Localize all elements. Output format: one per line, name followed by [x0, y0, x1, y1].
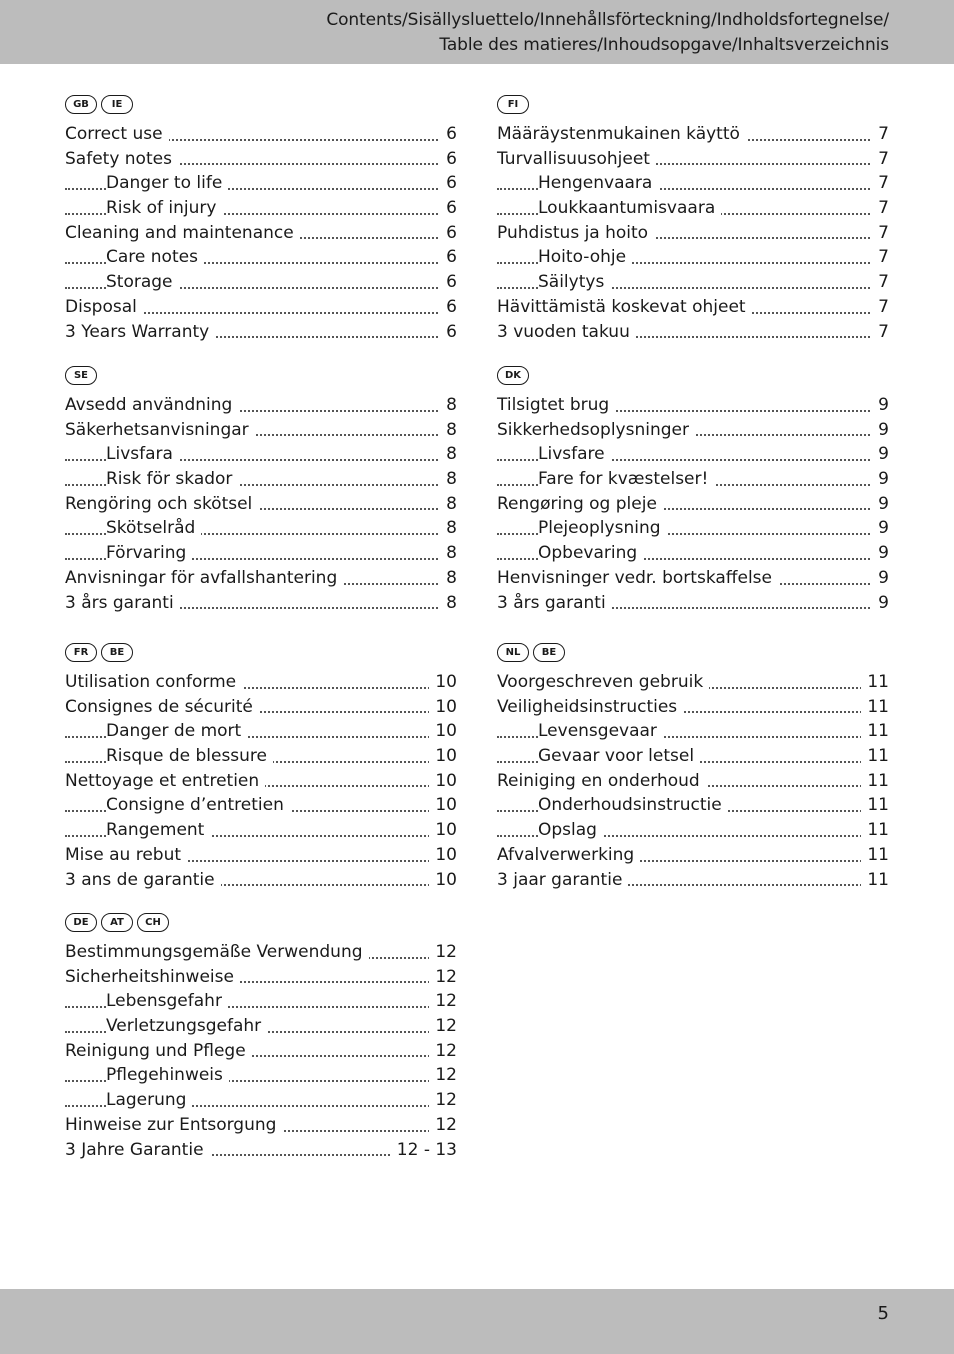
toc-entry-page: 7	[872, 221, 889, 246]
toc-entry[interactable]	[497, 295, 889, 320]
toc-subentry[interactable]	[65, 442, 457, 467]
country-code-badge: NL	[497, 643, 529, 662]
toc-entry-title: Henvisninger vedr. bortskaffelse	[497, 566, 778, 591]
toc-entry-page: 10	[429, 769, 457, 794]
toc-entry-page: 11	[861, 695, 889, 720]
toc-entry-title: Lagerung	[106, 1088, 192, 1113]
toc-entry-title: Loukkaantumisvaara	[538, 196, 721, 221]
toc-entry-page: 9	[872, 467, 889, 492]
country-code-badge: SE	[65, 366, 97, 385]
toc-entry-title: Safety notes	[65, 147, 178, 172]
toc-entry[interactable]	[497, 221, 889, 246]
toc-entry-page: 12	[429, 1014, 457, 1039]
toc-entry-page: 6	[440, 320, 457, 345]
toc-entry[interactable]	[65, 393, 457, 418]
toc-entry-title: Gevaar voor letsel	[538, 744, 700, 769]
toc-entry-title: Lebensgefahr	[106, 989, 228, 1014]
toc-entry-page: 7	[872, 171, 889, 196]
toc-entry-title: Risk of injury	[106, 196, 222, 221]
toc-entry-title: Veiligheidsinstructies	[497, 695, 683, 720]
toc-entry-title: Turvallisuusohjeet	[497, 147, 656, 172]
toc-entry[interactable]	[497, 843, 889, 868]
toc-entry-title: Sikkerhedsoplysninger	[497, 418, 695, 443]
toc-section	[65, 643, 457, 892]
toc-entry[interactable]	[65, 670, 457, 695]
toc-entry-page: 7	[872, 245, 889, 270]
toc-entry[interactable]	[497, 393, 889, 418]
toc-entry-title: Sicherheitshinweise	[65, 965, 240, 990]
toc-entry-page: 10	[429, 843, 457, 868]
country-badges	[65, 643, 457, 665]
toc-subentry[interactable]	[65, 467, 457, 492]
country-badges	[497, 366, 889, 388]
toc-entry-title: Correct use	[65, 122, 169, 147]
toc-section	[497, 643, 889, 892]
toc-subentry[interactable]	[497, 196, 889, 221]
toc-subentry[interactable]	[497, 467, 889, 492]
toc-entry-page: 6	[440, 295, 457, 320]
toc-entry-page: 7	[872, 196, 889, 221]
toc-entry-page: 11	[861, 818, 889, 843]
toc-entry[interactable]	[65, 122, 457, 147]
toc-entry[interactable]	[65, 843, 457, 868]
toc-entry-title: Opslag	[538, 818, 603, 843]
toc-entry-page: 9	[872, 393, 889, 418]
toc-entry[interactable]	[497, 591, 889, 616]
toc-entry[interactable]	[497, 320, 889, 345]
toc-entry-title: Voorgeschreven gebruik	[497, 670, 709, 695]
toc-entry-page: 8	[440, 566, 457, 591]
toc-entry-page: 7	[872, 270, 889, 295]
page-footer	[0, 1289, 954, 1354]
toc-entry-page: 9	[872, 442, 889, 467]
toc-entry-page: 7	[872, 147, 889, 172]
toc-entry-title: Anvisningar för avfallshantering	[65, 566, 343, 591]
toc-entry-page: 10	[429, 793, 457, 818]
toc-subentry[interactable]	[497, 818, 889, 843]
toc-entry-page: 8	[440, 516, 457, 541]
toc-entry-page: 11	[861, 793, 889, 818]
toc-entry[interactable]	[65, 1113, 457, 1138]
toc-section	[65, 95, 457, 344]
toc-entry-page: 10	[429, 719, 457, 744]
toc-entry-title: Säilytys	[538, 270, 610, 295]
page-header	[0, 0, 954, 64]
toc-subentry[interactable]	[65, 196, 457, 221]
toc-entry[interactable]	[497, 695, 889, 720]
toc-entry-page: 11	[861, 670, 889, 695]
toc-entry-page: 12	[429, 1039, 457, 1064]
country-badges	[497, 643, 889, 665]
toc-entry-title: Consignes de sécurité	[65, 695, 259, 720]
toc-entry-page: 11	[861, 744, 889, 769]
toc-subentry[interactable]	[65, 516, 457, 541]
country-code-badge: AT	[101, 913, 133, 932]
header-title-line-2: Table des matieres/Inhoudsopgave/Inhaltsverzeichnis	[439, 35, 889, 55]
toc-entry-page: 8	[440, 393, 457, 418]
toc-section	[497, 95, 889, 344]
country-code-badge: FI	[497, 95, 529, 114]
toc-entry-page: 9	[872, 418, 889, 443]
toc-entry-title: Nettoyage et entretien	[65, 769, 265, 794]
toc-subentry[interactable]	[497, 270, 889, 295]
toc-entry-title: Reinigung und Pflege	[65, 1039, 252, 1064]
toc-entry-title: Storage	[106, 270, 179, 295]
toc-entry-page: 12	[429, 1113, 457, 1138]
country-badges	[65, 95, 457, 117]
toc-entry-title: Care notes	[106, 245, 204, 270]
toc-entry-title: Reiniging en onderhoud	[497, 769, 706, 794]
toc-entry[interactable]	[65, 147, 457, 172]
toc-entry-title: Hengenvaara	[538, 171, 658, 196]
toc-entry[interactable]	[65, 418, 457, 443]
toc-entry[interactable]	[65, 1138, 457, 1163]
toc-entry-title: Afvalverwerking	[497, 843, 640, 868]
country-code-badge: BE	[101, 643, 133, 662]
toc-entry-page: 11	[861, 769, 889, 794]
toc-entry[interactable]	[497, 492, 889, 517]
toc-entry-title: Hinweise zur Entsorgung	[65, 1113, 282, 1138]
toc-entry[interactable]	[65, 320, 457, 345]
toc-entry-page: 12	[429, 1063, 457, 1088]
toc-entry-page: 9	[872, 566, 889, 591]
toc-entry-page: 9	[872, 492, 889, 517]
toc-entry[interactable]	[497, 418, 889, 443]
toc-entry-page: 6	[440, 221, 457, 246]
toc-entry-page: 11	[861, 843, 889, 868]
country-code-badge: FR	[65, 643, 97, 662]
toc-entry[interactable]	[65, 1039, 457, 1064]
toc-entry-title: Rengøring og pleje	[497, 492, 663, 517]
toc-entry-title: Tilsigtet brug	[497, 393, 615, 418]
toc-entry-page: 10	[429, 670, 457, 695]
toc-entry[interactable]	[65, 566, 457, 591]
toc-entry-page: 7	[872, 122, 889, 147]
country-code-badge: DK	[497, 366, 529, 385]
toc-entry-title: Plejeoplysning	[538, 516, 667, 541]
toc-entry[interactable]	[65, 695, 457, 720]
toc-entry-page: 7	[872, 295, 889, 320]
toc-subentry[interactable]	[65, 989, 457, 1014]
page-number: 5	[877, 1303, 889, 1324]
toc-entry-title: Risque de blessure	[106, 744, 273, 769]
toc-entry-title: Rangement	[106, 818, 210, 843]
country-code-badge: IE	[101, 95, 133, 114]
toc-entry-title: Bestimmungsgemäße Verwendung	[65, 940, 369, 965]
toc-entry[interactable]	[65, 492, 457, 517]
toc-entry-title: Skötselråd	[106, 516, 201, 541]
toc-entry-title: Consigne d’entretien	[106, 793, 290, 818]
toc-subentry[interactable]	[65, 1014, 457, 1039]
toc-entry-title: 3 vuoden takuu	[497, 320, 636, 345]
toc-entry-title: Puhdistus ja hoito	[497, 221, 654, 246]
toc-entry[interactable]	[497, 566, 889, 591]
toc-entry-page: 9	[872, 541, 889, 566]
toc-entry-page: 7	[872, 320, 889, 345]
toc-entry[interactable]	[497, 868, 889, 893]
toc-entry-title: Säkerhetsanvisningar	[65, 418, 255, 443]
toc-entry[interactable]	[65, 769, 457, 794]
toc-entry-title: Fare for kvæstelser!	[538, 467, 714, 492]
toc-entry-title: 3 ans de garantie	[65, 868, 221, 893]
toc-entry-page: 6	[440, 147, 457, 172]
toc-entry[interactable]	[65, 868, 457, 893]
country-code-badge: DE	[65, 913, 97, 932]
toc-entry-page: 12	[429, 989, 457, 1014]
toc-entry[interactable]	[65, 295, 457, 320]
toc-entry[interactable]	[497, 670, 889, 695]
toc-entry[interactable]	[497, 122, 889, 147]
toc-entry-page: 6	[440, 171, 457, 196]
toc-entry-page: 12	[429, 940, 457, 965]
toc-entry-title: Verletzungsgefahr	[106, 1014, 267, 1039]
toc-entry-page: 10	[429, 695, 457, 720]
toc-entry-page: 9	[872, 591, 889, 616]
toc-entry[interactable]	[65, 591, 457, 616]
toc-entry-title: Hoito-ohje	[538, 245, 632, 270]
toc-entry-page: 12	[429, 965, 457, 990]
toc-entry-title: Livsfare	[538, 442, 611, 467]
toc-section	[497, 366, 889, 615]
toc-entry-page: 12 - 13	[391, 1138, 457, 1163]
toc-entry-page: 6	[440, 245, 457, 270]
country-code-badge: GB	[65, 95, 97, 114]
toc-subentry[interactable]	[497, 744, 889, 769]
country-code-badge: CH	[137, 913, 169, 932]
toc-subentry[interactable]	[65, 818, 457, 843]
toc-entry-title: Määräystenmukainen käyttö	[497, 122, 746, 147]
toc-entry-page: 8	[440, 442, 457, 467]
toc-subentry[interactable]	[65, 1088, 457, 1113]
toc-entry-page: 11	[861, 719, 889, 744]
toc-entry-title: Danger de mort	[106, 719, 247, 744]
toc-entry-title: Pflegehinweis	[106, 1063, 229, 1088]
country-badges	[65, 913, 457, 935]
toc-entry-page: 12	[429, 1088, 457, 1113]
toc-entry-title: Danger to life	[106, 171, 228, 196]
toc-entry-page: 10	[429, 744, 457, 769]
toc-entry-title: Disposal	[65, 295, 143, 320]
toc-entry-page: 8	[440, 418, 457, 443]
toc-entry[interactable]	[497, 147, 889, 172]
country-badges	[65, 366, 457, 388]
toc-entry-title: Cleaning and maintenance	[65, 221, 300, 246]
toc-entry-page: 11	[861, 868, 889, 893]
toc-subentry[interactable]	[65, 744, 457, 769]
toc-entry[interactable]	[65, 965, 457, 990]
toc-subentry[interactable]	[497, 719, 889, 744]
toc-subentry[interactable]	[497, 171, 889, 196]
toc-entry-title: 3 Jahre Garantie	[65, 1138, 210, 1163]
country-code-badge: BE	[533, 643, 565, 662]
toc-entry-page: 8	[440, 492, 457, 517]
toc-entry-page: 6	[440, 270, 457, 295]
toc-subentry[interactable]	[497, 245, 889, 270]
toc-entry-page: 8	[440, 467, 457, 492]
toc-subentry[interactable]	[65, 1063, 457, 1088]
toc-entry-title: Hävittämistä koskevat ohjeet	[497, 295, 752, 320]
toc-entry-title: Förvaring	[106, 541, 192, 566]
toc-entry-page: 9	[872, 516, 889, 541]
toc-subentry[interactable]	[497, 793, 889, 818]
toc-entry-title: 3 Years Warranty	[65, 320, 215, 345]
toc-subentry[interactable]	[497, 516, 889, 541]
toc-subentry[interactable]	[65, 719, 457, 744]
toc-subentry[interactable]	[65, 245, 457, 270]
toc-subentry[interactable]	[65, 541, 457, 566]
toc-entry[interactable]	[497, 769, 889, 794]
country-badges	[497, 95, 889, 117]
toc-entry-title: Onderhoudsinstructie	[538, 793, 728, 818]
toc-subentry[interactable]	[497, 541, 889, 566]
toc-entry-title: Risk för skador	[106, 467, 238, 492]
toc-entry-title: Livsfara	[106, 442, 179, 467]
toc-subentry[interactable]	[65, 171, 457, 196]
toc-entry-page: 6	[440, 122, 457, 147]
toc-subentry[interactable]	[497, 442, 889, 467]
toc-entry-page: 8	[440, 591, 457, 616]
toc-entry-title: Avsedd användning	[65, 393, 238, 418]
toc-entry[interactable]	[65, 221, 457, 246]
toc-entry-title: 3 jaar garantie	[497, 868, 628, 893]
toc-subentry[interactable]	[65, 270, 457, 295]
toc-entry-title: Levensgevaar	[538, 719, 663, 744]
toc-section	[65, 913, 457, 1162]
toc-entry-title: Mise au rebut	[65, 843, 187, 868]
toc-entry[interactable]	[65, 940, 457, 965]
toc-section	[65, 366, 457, 615]
toc-entry-title: Rengöring och skötsel	[65, 492, 258, 517]
header-title-line-1: Contents/Sisällysluettelo/Innehållsförteckning/Indholdsfortegnelse/	[326, 10, 889, 30]
toc-entry-title: Utilisation conforme	[65, 670, 242, 695]
toc-entry-page: 6	[440, 196, 457, 221]
toc-entry-page: 10	[429, 818, 457, 843]
toc-subentry[interactable]	[65, 793, 457, 818]
toc-entry-page: 8	[440, 541, 457, 566]
toc-entry-page: 10	[429, 868, 457, 893]
toc-entry-title: 3 års garanti	[65, 591, 180, 616]
toc-entry-title: Opbevaring	[538, 541, 643, 566]
toc-entry-title: 3 års garanti	[497, 591, 612, 616]
